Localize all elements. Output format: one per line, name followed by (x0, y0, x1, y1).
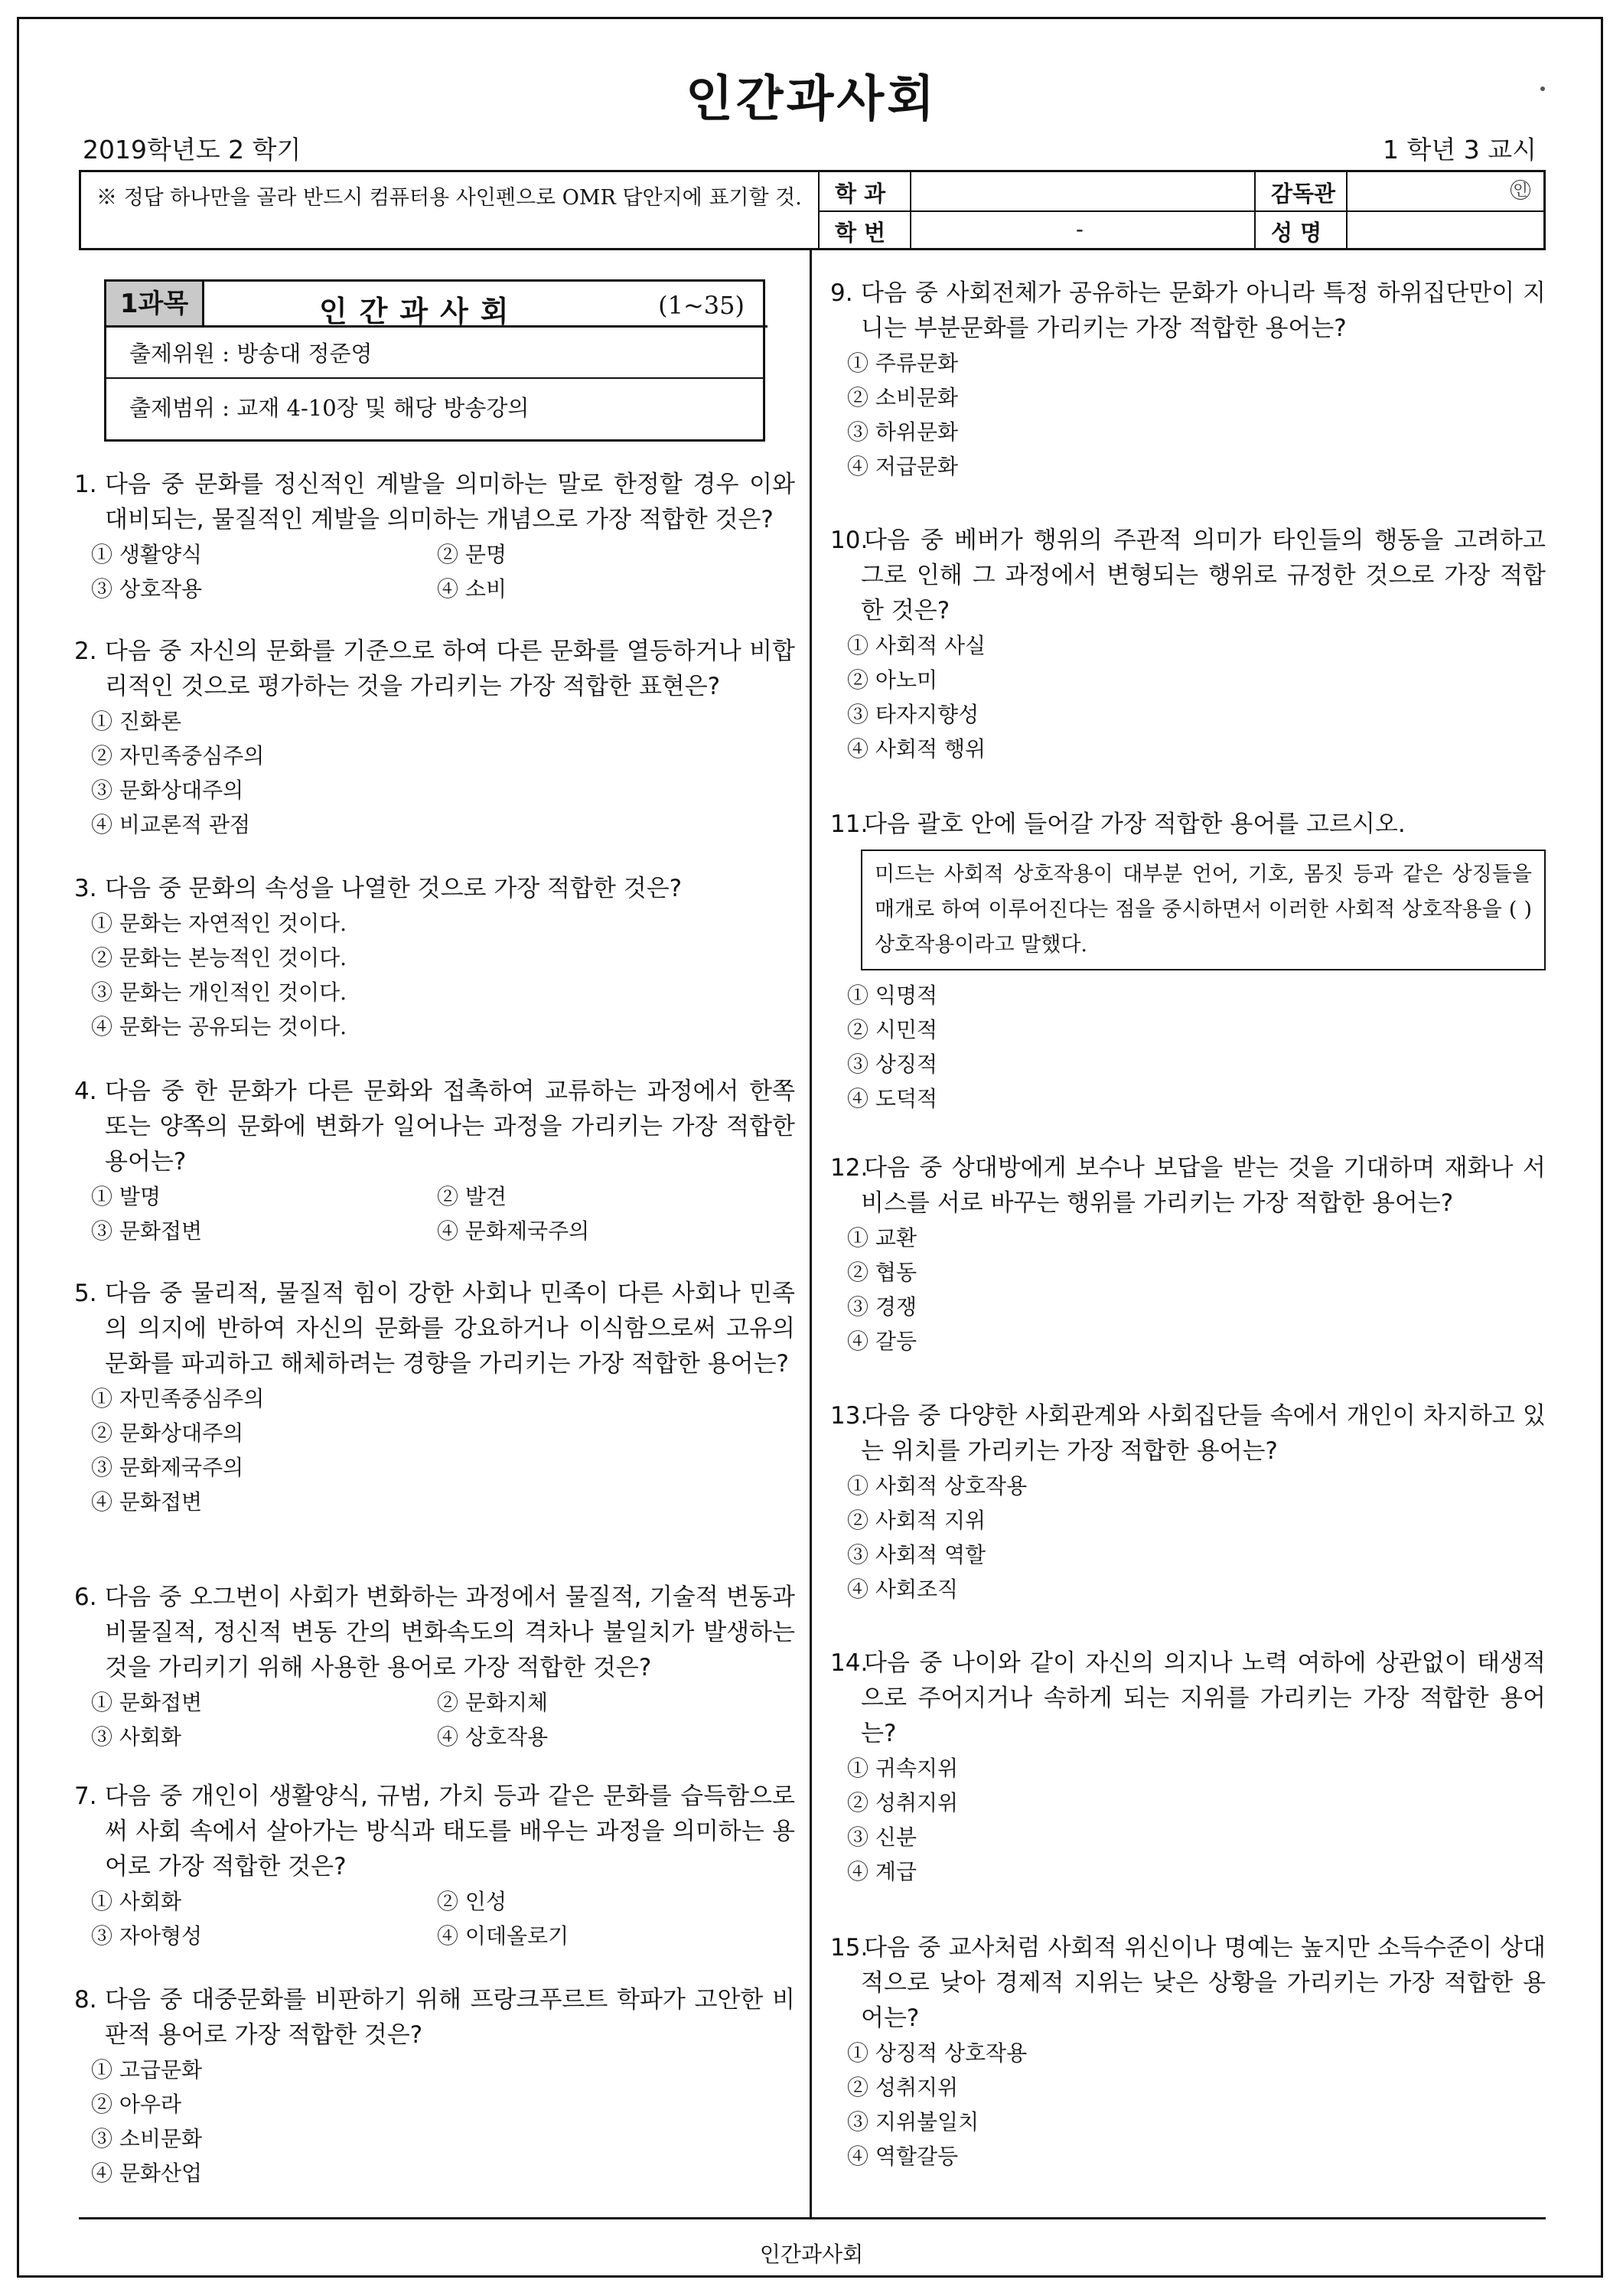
option[interactable]: ① 익명적 (847, 983, 938, 1008)
option[interactable]: ① 문화는 자연적인 것이다. (91, 911, 347, 936)
student-info-table (79, 170, 1546, 250)
question-9: 9. 다음 중 사회전체가 공유하는 문화가 아니라 특정 하위집단만이 지니는 부분문화를 가리키는 가장 적합한 용어는? ① 주류문화 ② 소비문화 ③ 하위문화 ④ 저급문화 (830, 276, 1546, 484)
bottom-rule (79, 2217, 1546, 2219)
passage-box: 미드는 사회적 상호작용이 대부분 언어, 기호, 몸짓 등과 같은 상징들을 매개로 하여 이루어진다는 점을 중시하면서 이러한 사회적 상호작용을 ( ) 상호작용이라고 말했다. (861, 850, 1546, 970)
option[interactable]: ④ 상호작용 (437, 1724, 549, 1750)
question-3: 3. 다음 중 문화의 속성을 나열한 것으로 가장 적합한 것은? ① 문화는 자연적인 것이다. ② 문화는 본능적인 것이다. ③ 문화는 개인적인 것이다. ④ 문화는 공유되는 것이다. (74, 871, 795, 1044)
question-15: 15.다음 중 교사처럼 사회적 위신이나 명예는 높지만 소득수준이 상대적으로 낮아 경제적 지위는 낮은 상황을 가리키는 가장 적합한 용어는? ① 상징적 상호작용 ② 성취지위 ③ 지위불일치 ④ 역할갈등 (830, 1930, 1546, 2174)
option[interactable]: ① 귀속지위 (847, 1756, 959, 1781)
subject-scope: 출제범위 : 교재 4-10장 및 해당 방송강의 (129, 395, 530, 421)
option[interactable]: ③ 사회적 역할 (847, 1542, 986, 1567)
dept-label: 학 과 (835, 181, 886, 207)
option[interactable]: ① 발명 (91, 1184, 161, 1209)
option[interactable]: ④ 사회적 행위 (847, 736, 986, 762)
question-8: 8. 다음 중 대중문화를 비판하기 위해 프랑크푸르트 학파가 고안한 비판적 용어로 가장 적합한 것은? ① 고급문화 ② 아우라 ③ 소비문화 ④ 문화산업 (74, 1982, 795, 2190)
option[interactable]: ④ 비교론적 관점 (91, 812, 251, 837)
option[interactable]: ② 인성 (437, 1889, 507, 1914)
student-id-dash: - (1076, 216, 1084, 242)
option[interactable]: ② 발견 (437, 1184, 507, 1209)
subject-tag: 1과목 (106, 282, 204, 328)
question-13: 13.다음 중 다양한 사회관계와 사회집단들 속에서 개인이 차지하고 있는 위치를 가리키는 가장 적합한 용어는? ① 사회적 상호작용 ② 사회적 지위 ③ 사회적 역할 ④ 사회조직 (830, 1398, 1546, 1606)
option[interactable]: ① 사회화 (91, 1889, 182, 1914)
option[interactable]: ② 문화지체 (437, 1690, 549, 1715)
option[interactable]: ④ 역할갈등 (847, 2144, 959, 2169)
option[interactable]: ② 문화상대주의 (91, 1420, 244, 1446)
question-5: 5. 다음 중 물리적, 물질적 힘이 강한 사회나 민족이 다른 사회나 민족의 의지에 반하여 자신의 문화를 강요하거나 이식함으로써 고유의 문화를 파괴하고 해체하려는 경향을 가리키는 가장 적합한 용어는? ① 자민족중심주의 ② 문화상대주의 ③ 문화제국주의 ④ 문화접변 (74, 1276, 795, 1519)
question-14: 14.다음 중 나이와 같이 자신의 의지나 노력 여하에 상관없이 태생적으로 주어지거나 속하게 되는 지위를 가리키는 가장 적합한 용어는? ① 귀속지위 ② 성취지위 ③ 신분 ④ 계급 (830, 1645, 1546, 1889)
option[interactable]: ③ 타자지향성 (847, 702, 979, 727)
option[interactable]: ② 문화는 본능적인 것이다. (91, 945, 347, 970)
option[interactable]: ② 소비문화 (847, 385, 959, 410)
option[interactable]: ③ 지위불일치 (847, 2109, 979, 2135)
option[interactable]: ④ 문화제국주의 (437, 1218, 590, 1244)
question-6: 6. 다음 중 오그번이 사회가 변화하는 과정에서 물질적, 기술적 변동과 비물질적, 정신적 변동 간의 변화속도의 격차나 불일치가 발생하는 것을 가리키기 위해 사용한 용어로 가장 적합한 것은? ① 문화접변 ② 문화지체 ③ 사회화 ④ 상호작용 (74, 1580, 795, 1754)
question-1: 1. 다음 중 문화를 정신적인 계발을 의미하는 말로 한정할 경우 이와 대비되는, 물질적인 계발을 의미하는 개념으로 가장 적합한 것은? ① 생활양식 ② 문명 ③ 상호작용 ④ 소비 (74, 467, 795, 606)
page-footer: 인간과사회 (759, 2242, 864, 2267)
option[interactable]: ② 아우라 (91, 2092, 182, 2117)
option[interactable]: ② 자민족중심주의 (91, 743, 265, 768)
question-range: (1~35) (658, 291, 745, 320)
subject-box (104, 279, 765, 442)
option[interactable]: ④ 소비 (437, 576, 507, 602)
option[interactable]: ④ 갈등 (847, 1329, 917, 1354)
option[interactable]: ④ 문화접변 (91, 1489, 203, 1515)
option[interactable]: ③ 자아형성 (91, 1923, 203, 1949)
option[interactable]: ① 생활양식 (91, 542, 203, 567)
option[interactable]: ② 아노미 (847, 667, 938, 693)
option[interactable]: ② 사회적 지위 (847, 1508, 986, 1533)
option[interactable]: ① 상징적 상호작용 (847, 2040, 1028, 2066)
option[interactable]: ④ 계급 (847, 1859, 917, 1884)
option[interactable]: ③ 사회화 (91, 1724, 182, 1750)
option[interactable]: ③ 신분 (847, 1825, 917, 1850)
option[interactable]: ③ 경쟁 (847, 1294, 917, 1319)
subject-name: 인간과사회 (319, 294, 521, 328)
option[interactable]: ③ 문화는 개인적인 것이다. (91, 980, 347, 1005)
seal-icon: 인 (1511, 180, 1530, 200)
option[interactable]: ① 문화접변 (91, 1690, 203, 1715)
question-12: 12.다음 중 상대방에게 보수나 보답을 받는 것을 기대하며 재화나 서비스를 서로 바꾸는 행위를 가리키는 가장 적합한 용어는? ① 교환 ② 협동 ③ 경쟁 ④ 갈등 (830, 1150, 1546, 1358)
option[interactable]: ③ 하위문화 (847, 419, 959, 445)
option[interactable]: ① 고급문화 (91, 2057, 203, 2082)
proctor-label: 감독관 (1271, 181, 1336, 207)
option[interactable]: ④ 이데올로기 (437, 1923, 569, 1949)
option[interactable]: ④ 저급문화 (847, 454, 959, 479)
option[interactable]: ① 진화론 (91, 709, 182, 734)
option[interactable]: ① 주류문화 (847, 351, 959, 376)
option[interactable]: ② 성취지위 (847, 1790, 959, 1815)
column-divider (810, 250, 812, 2217)
name-label: 성 명 (1271, 220, 1322, 246)
option[interactable]: ③ 상호작용 (91, 576, 203, 602)
question-10: 10.다음 중 베버가 행위의 주관적 의미가 타인들의 행동을 고려하고 그로 인해 그 과정에서 변형되는 행위로 규정한 것으로 가장 적합한 것은? ① 사회적 사실 ② 아노미 ③ 타자지향성 ④ 사회적 행위 (830, 523, 1546, 766)
question-11: 11.다음 괄호 안에 들어갈 가장 적합한 용어를 고르시오. 미드는 사회적 상호작용이 대부분 언어, 기호, 몸짓 등과 같은 상징들을 매개로 하여 이루어진다는 점을 중시하면서 이러한 사회적 상호작용을 ( ) 상호작용이라고 말했다. ① 익명적 ② 시민적 ③ 상징적 ④ 도덕적 (830, 807, 1546, 1116)
option[interactable]: ③ 문화접변 (91, 1218, 203, 1244)
student-id-label: 학 번 (835, 220, 886, 246)
option[interactable]: ④ 문화산업 (91, 2161, 203, 2186)
option[interactable]: ④ 도덕적 (847, 1086, 938, 1111)
option[interactable]: ① 자민족중심주의 (91, 1386, 265, 1411)
option[interactable]: ② 협동 (847, 1260, 917, 1285)
option[interactable]: ② 문명 (437, 542, 507, 567)
semester-label: 2019학년도 2 학기 (83, 135, 301, 165)
option[interactable]: ① 사회적 상호작용 (847, 1473, 1028, 1499)
option[interactable]: ③ 상징적 (847, 1052, 938, 1077)
option[interactable]: ① 교환 (847, 1225, 917, 1251)
exam-title: 인간과사회 (685, 71, 938, 128)
question-4: 4. 다음 중 한 문화가 다른 문화와 접촉하여 교류하는 과정에서 한쪽 또는 양쪽의 문화에 변화가 일어나는 과정을 가리키는 가장 적합한 용어는? ① 발명 ② 발견 ③ 문화접변 ④ 문화제국주의 (74, 1074, 795, 1248)
option[interactable]: ③ 소비문화 (91, 2126, 203, 2151)
subject-author: 출제위원 : 방송대 정준영 (129, 341, 373, 367)
instructions-notice: ※ 정답 하나만을 골라 반드시 컴퓨터용 사인펜으로 OMR 답안지에 표기할 것. (96, 186, 802, 210)
option[interactable]: ④ 사회조직 (847, 1577, 959, 1602)
period-label: 1 학년 3 교시 (1383, 135, 1537, 165)
question-2: 2. 다음 중 자신의 문화를 기준으로 하여 다른 문화를 열등하거나 비합리적인 것으로 평가하는 것을 가리키는 가장 적합한 표현은? ① 진화론 ② 자민족중심주의 ③ 문화상대주의 ④ 비교론적 관점 (74, 634, 795, 842)
option[interactable]: ② 시민적 (847, 1017, 938, 1042)
option[interactable]: ③ 문화상대주의 (91, 778, 244, 803)
option[interactable]: ① 사회적 사실 (847, 633, 986, 658)
option[interactable]: ④ 문화는 공유되는 것이다. (91, 1014, 347, 1039)
question-7: 7. 다음 중 개인이 생활양식, 규범, 가치 등과 같은 문화를 습득함으로써 사회 속에서 살아가는 방식과 태도를 배우는 과정을 의미하는 용어로 가장 적합한 것은? ① 사회화 ② 인성 ③ 자아형성 ④ 이데올로기 (74, 1779, 795, 1953)
option[interactable]: ③ 문화제국주의 (91, 1455, 244, 1480)
option[interactable]: ② 성취지위 (847, 2075, 959, 2100)
